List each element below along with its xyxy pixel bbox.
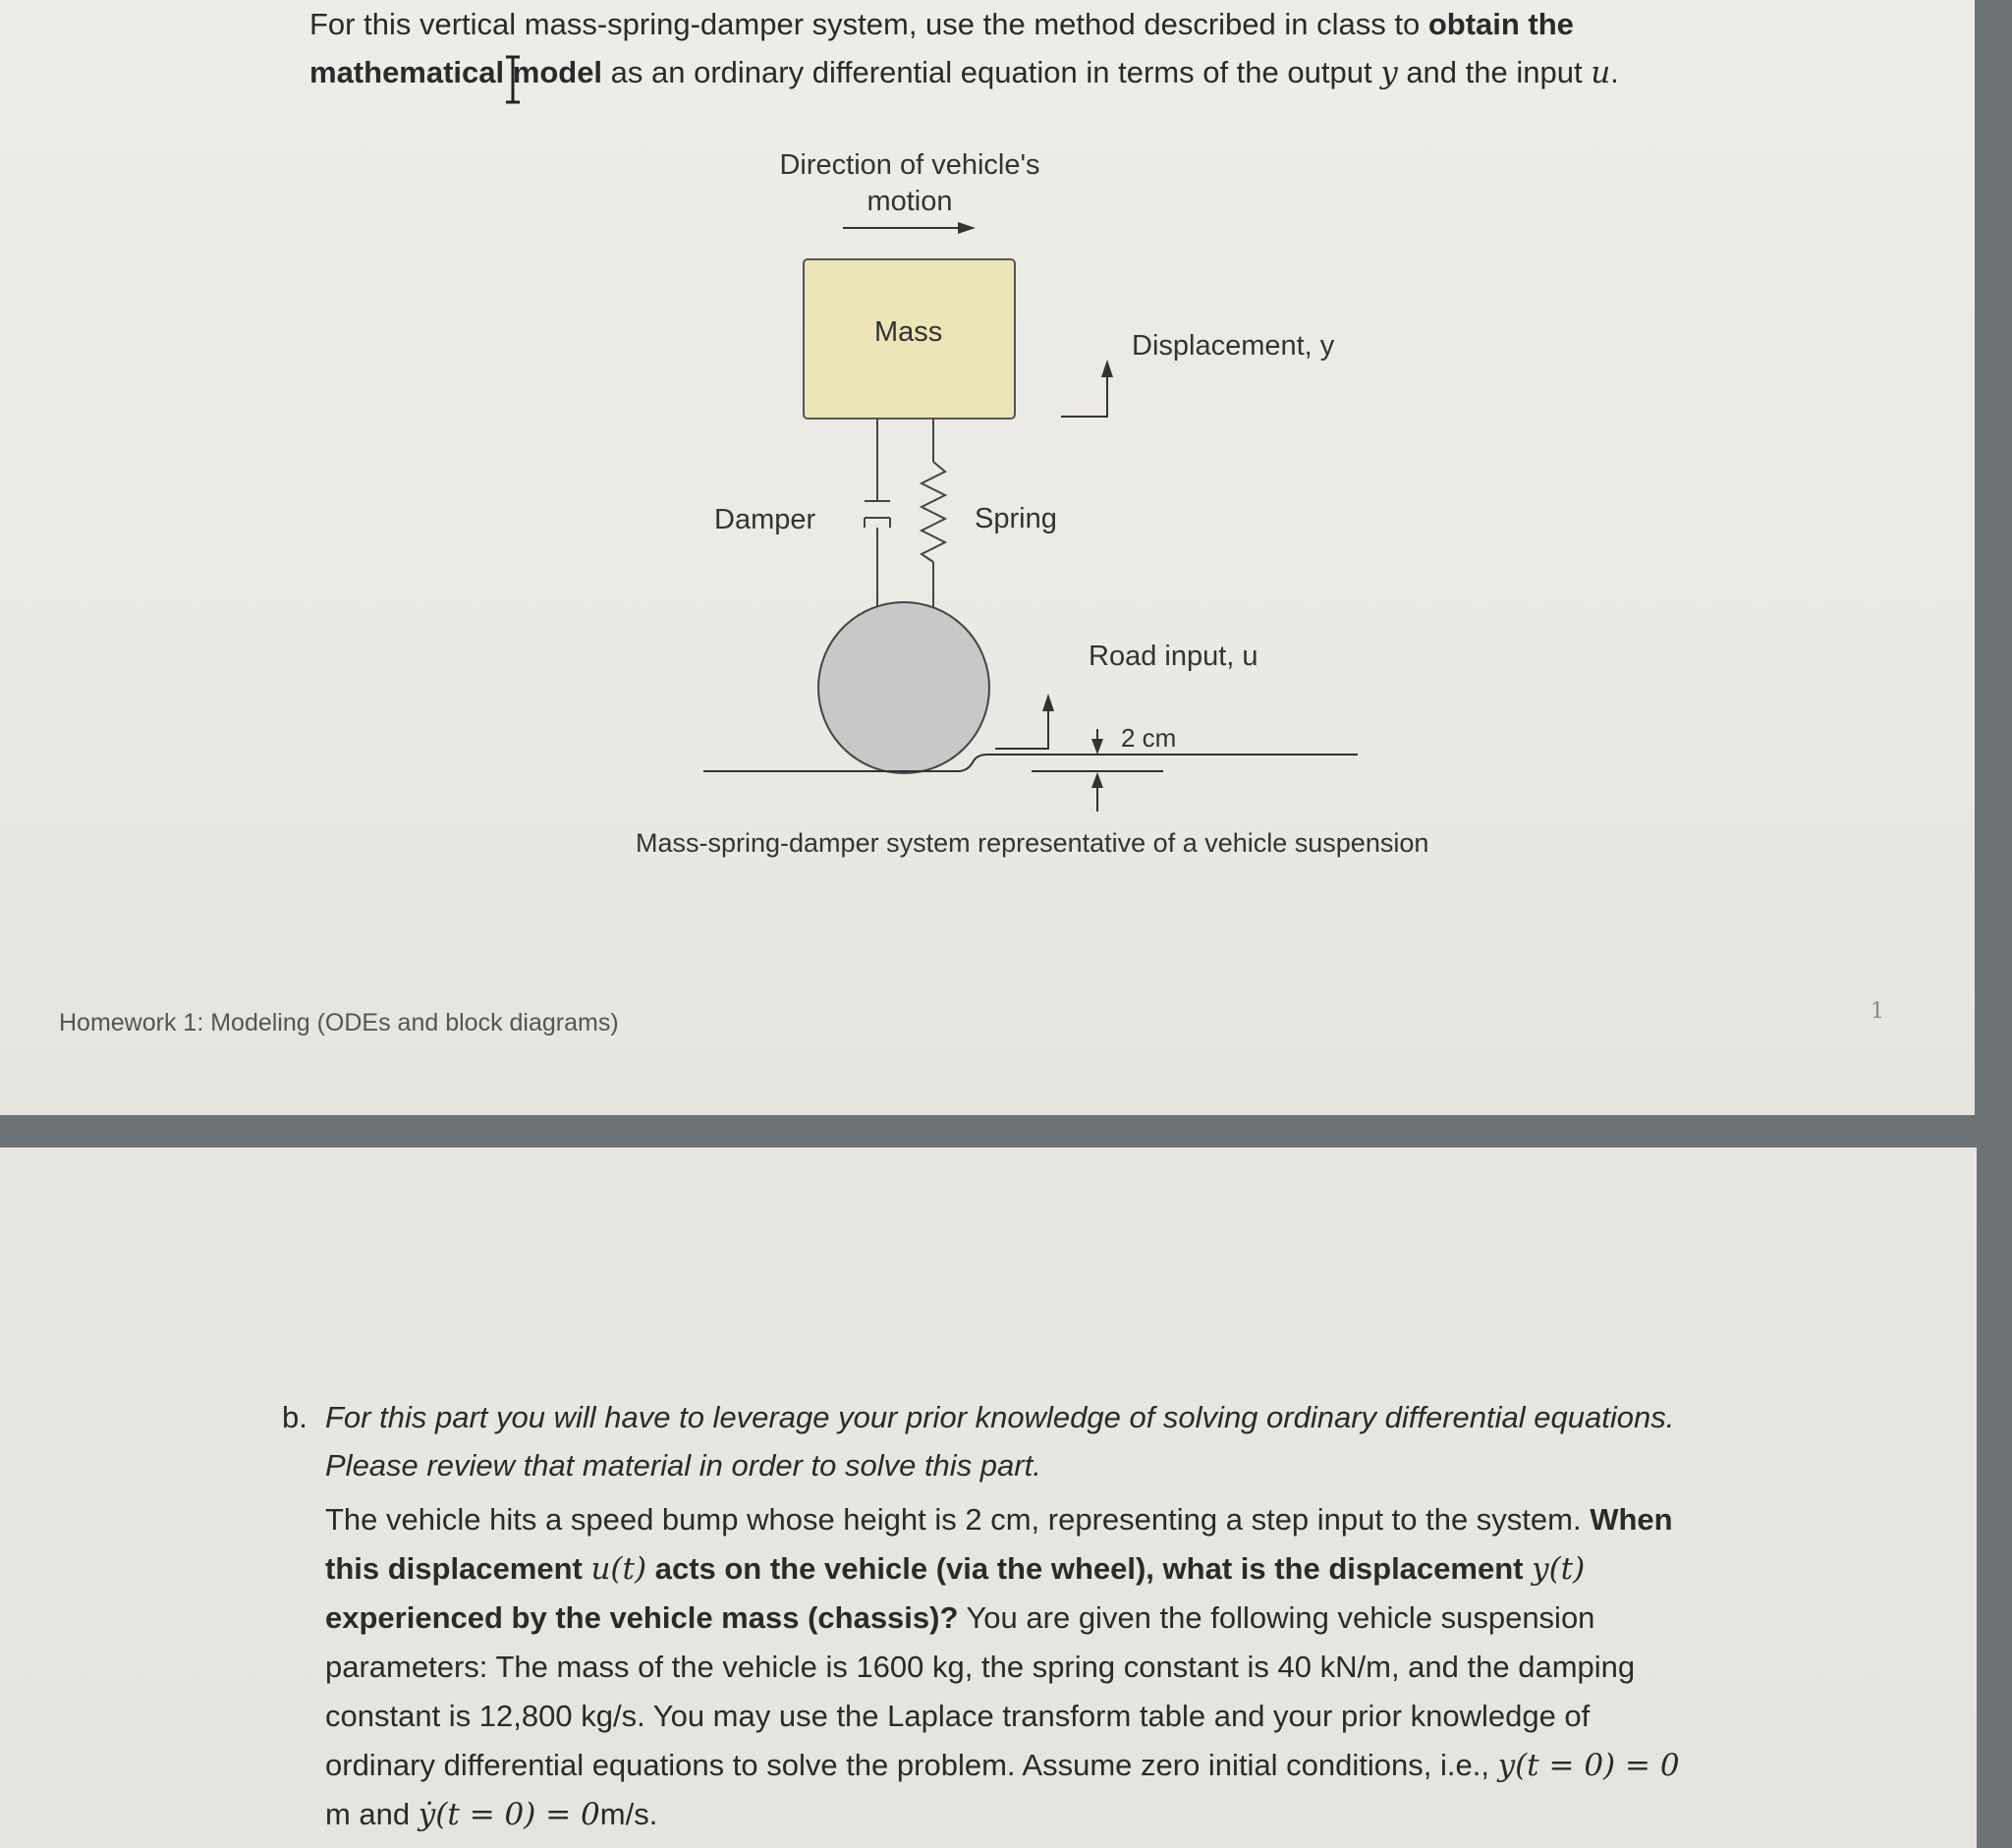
road-surface (703, 755, 1358, 771)
question-b-bold-4: experienced by the vehicle mass (chassis)? (325, 1600, 959, 1635)
question-a-sentence-mid: as an ordinary differential equation in terms of the output (602, 55, 1381, 89)
direction-label-line-2: motion (866, 186, 953, 217)
spring-icon (922, 419, 945, 629)
road-input-label: Road input, u (1089, 641, 1258, 672)
page-number: 1 (1871, 999, 1884, 1024)
damper-icon (865, 419, 890, 629)
page-2 (0, 1148, 1977, 1848)
question-b-italic-2: Please review that material in order to solve this part. (325, 1448, 1041, 1483)
question-b-bold-1: When (1590, 1502, 1673, 1537)
question-a-period: . (1610, 55, 1619, 89)
wheel (818, 602, 989, 773)
output-y-of-t: y(t) (1532, 1551, 1586, 1587)
question-b-bold-3: acts on the vehicle (via the wheel), what is the displacement (646, 1551, 1533, 1586)
initial-condition-position: y(t = 0) = 0 (1497, 1748, 1680, 1783)
footer-title: Homework 1: Modeling (ODEs and block diagrams) (59, 1009, 619, 1036)
input-variable-u: u (1591, 55, 1611, 90)
question-b-sentence-7: m/s. (599, 1797, 658, 1831)
question-b-bold-question (325, 1551, 1585, 1586)
question-a-sentence-start: For this vertical mass-spring-damper system, use the method described in class to (309, 7, 1428, 41)
question-b-intro (325, 1393, 1750, 1489)
direction-label (772, 147, 1047, 220)
question-b-body (325, 1495, 1779, 1839)
question-b-sentence-4: constant is 12,800 kg/s. You may use the Laplace transform table and your prior knowledge of (325, 1699, 1591, 1733)
displacement-arrow-icon (1061, 360, 1113, 417)
question-b-marker: b. (282, 1400, 307, 1434)
initial-condition-velocity: ẏ(t = 0) = 0 (418, 1797, 600, 1832)
direction-label-line-1: Direction of vehicle's (779, 149, 1040, 181)
output-variable-y: y (1380, 55, 1398, 90)
displacement-label: Displacement, y (1132, 330, 1335, 362)
mass-label: Mass (874, 316, 943, 348)
bump-height-label: 2 cm (1121, 723, 1177, 753)
question-b-sentence-2: You are given the following vehicle suspension (958, 1600, 1595, 1635)
question-a-bold-2: mathematical model (309, 55, 603, 89)
question-a-bold-1: obtain the (1427, 7, 1574, 41)
damper-label: Damper (714, 504, 816, 535)
spring-label: Spring (975, 503, 1057, 534)
question-b-bold-2: this displacement (325, 1551, 591, 1586)
figure-caption: Mass-spring-damper system representative of a vehicle suspension (636, 828, 1429, 858)
question-b-sentence-6: m and (325, 1797, 419, 1831)
question-a-sentence-mid-2: and the input (1397, 55, 1592, 89)
input-u-of-t: u(t) (590, 1551, 647, 1587)
question-b-italic-1: For this part you will have to leverage your prior knowledge of solving ordinary differential equations. (325, 1400, 1675, 1434)
road-input-arrow-icon (995, 694, 1054, 749)
direction-arrow-icon (843, 222, 976, 234)
question-b-sentence-1: The vehicle hits a speed bump whose height is 2 cm, representing a step input to the system. (325, 1502, 1591, 1537)
question-b-sentence-3: parameters: The mass of the vehicle is 1600 kg, the spring constant is 40 kN/m, and the damping (325, 1650, 1636, 1684)
question-b-sentence-5: ordinary differential equations to solve the problem. Assume zero initial conditions, i.e., (325, 1748, 1498, 1782)
